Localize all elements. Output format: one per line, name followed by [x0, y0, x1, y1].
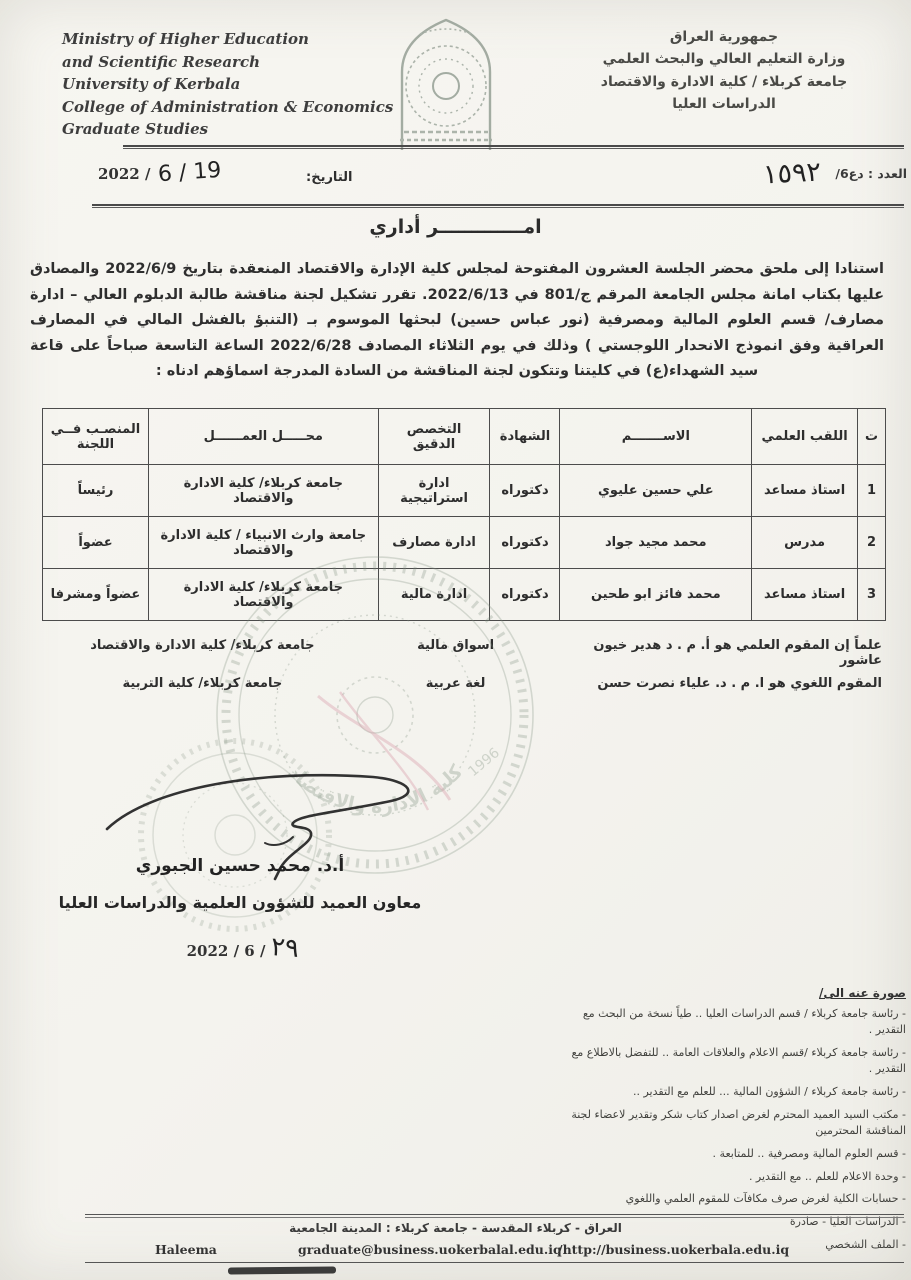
stamp-arc-text: كلية الادارة والاقتصاد — [283, 760, 468, 818]
cell-specialty: ادارة استراتيجية — [378, 465, 490, 517]
cc-item: - حسابات الكلية لغرض صرف مكافآت للمقوم العلمي واللغوي — [625, 1192, 906, 1206]
cell-workplace: جامعة كربلاء/ كلية الادارة والاقتصاد — [148, 465, 378, 517]
signatory-role: معاون العميد للشؤون العلمية والدراسات العليا — [58, 893, 422, 912]
cell-specialty: ادارة مالية — [378, 569, 490, 621]
letterhead-en-line: College of Administration & Economics — [62, 97, 394, 116]
cell-committee-role: عضواً ومشرفا — [43, 569, 149, 621]
signature-date-handwritten: ٢٩ — [270, 932, 301, 964]
header-divider — [123, 145, 904, 149]
letterhead-ar-line: جامعة كربلاء / كلية الادارة والاقتصاد — [600, 73, 848, 90]
evaluator-workplace: جامعة كربلاء/ كلية التربية — [122, 676, 283, 691]
cc-item: - الملف الشخصي — [825, 1238, 906, 1252]
footer-divider-bottom — [85, 1262, 904, 1266]
letterhead-en-line: Ministry of Higher Education — [62, 30, 309, 48]
date-value — [98, 157, 223, 188]
col-header-workplace: محـــــل العمــــــل — [148, 409, 378, 465]
table-header-row — [43, 409, 886, 465]
cell-academic-title: مدرس — [752, 517, 858, 569]
number-label: العدد : دع6/ — [835, 166, 907, 181]
cell-name: محمد فائز ابو طحين — [560, 569, 752, 621]
evaluator-field: لغة عربية — [425, 676, 486, 691]
col-header-committee-role: المنصـب فــي اللجنة — [43, 409, 149, 465]
letterhead-en-line: University of Kerbala — [62, 75, 241, 93]
footer-divider-top — [85, 1214, 904, 1218]
date-printed: 2022 / — [98, 165, 151, 183]
scan-artifact-mark — [228, 1267, 336, 1275]
col-header-academic-title: اللقب العلمي — [752, 409, 858, 465]
evaluator-workplace: جامعة كربلاء/ كلية الادارة والاقتصاد — [90, 638, 315, 653]
cell-workplace: جامعة كربلاء/ كلية الادارة والاقتصاد — [148, 569, 378, 621]
cc-item: - رئاسة جامعة كربلاء / قسم الدراسات العليا .. طياً نسخة من البحث مع التقدير . — [582, 1007, 906, 1036]
body-paragraph: استنادا إلى ملحق محضر الجلسة العشرون المفتوحة لمجلس كلية الإدارة والاقتصاد المنعقدة بتاريخ 2022/6/9 والمصادق عليها بكتاب امانة مجلس الجامعة المرقم ج/801 في 2022/6/13. تقرر تشكيل لجنة مناقشة طالبة الدبلوم العالي – ادارة مصارف/ قسم العلوم المالية ومصرفية (نور عباس حسين) لبحثها الموسوم بـ (التنبؤ بالفشل المالي في المصارف العراقية وفق انموذج الانحدار اللوجستي ) وذلك في يوم الثلاثاء المصادف 2022/6/28 الساعة التاسعة صباحاً على قاعة سيد الشهداء(ع) في كليتنا وتتكون لجنة المناقشة من السادة المدرجة اسماؤهم ادناه : — [30, 261, 884, 380]
cell-degree: دكتوراه — [490, 517, 560, 569]
cc-item: - وحدة الاعلام للعلم .. مع التقدير . — [748, 1169, 906, 1183]
cell-committee-role: عضواً — [43, 517, 149, 569]
cc-item: - مكتب السيد العميد المحترم لغرض اصدار كتاب شكر وتقدير لاعضاء لجنة المناقشة المحترمين — [571, 1107, 906, 1137]
col-header-name: الاســـــــم — [560, 409, 752, 465]
col-header-degree: الشهادة — [490, 409, 560, 465]
cc-item: - قسم العلوم المالية ومصرفية .. للمتابعة . — [712, 1146, 906, 1160]
cc-item: - رئاسة جامعة كربلاء /قسم الاعلام والعلاقات العامة .. للتفضل بالاطلاع مع التقدير . — [571, 1045, 906, 1075]
signature-date — [128, 933, 358, 963]
footer-address: العراق - كربلاء المقدسة - جامعة كربلاء : المدينة الجامعية — [289, 1221, 622, 1235]
evaluator-text: علماً إن المقوم العلمي هو أ. م . د هدير خيون عاشور — [593, 638, 882, 668]
subheader-divider — [92, 204, 904, 208]
footer-email: graduate@business.uokerbalal.edu.iq — [298, 1242, 562, 1257]
letterhead-english — [62, 28, 402, 141]
cell-academic-title: استاذ مساعد — [752, 465, 858, 517]
stamp-year: 1996 — [465, 744, 503, 781]
cc-item: - رئاسة جامعة كربلاء / الشؤون المالية ... للعلم مع التقدير .. — [633, 1084, 906, 1098]
col-header-specialty: التخصص الدقيق — [378, 409, 490, 465]
cell-seq: 2 — [858, 517, 886, 569]
letterhead-ar-line: جمهورية العراق — [669, 29, 779, 45]
cell-seq: 3 — [858, 569, 886, 621]
cell-specialty: ادارة مصارف — [378, 517, 490, 569]
cc-list — [556, 986, 906, 1260]
signatory-name: أ.د. محمد حسين الجبوري — [135, 856, 345, 876]
cell-workplace: جامعة وارث الانبياء / كلية الادارة والاقتصاد — [148, 517, 378, 569]
university-emblem-icon — [390, 12, 502, 162]
col-header-seq: ت — [858, 409, 886, 465]
table-row — [43, 465, 886, 517]
letterhead-arabic — [556, 26, 892, 116]
evaluator-field: اسواق مالية — [417, 638, 495, 653]
letterhead-en-line: and Scientific Research — [62, 52, 260, 71]
cell-name: محمد مجيد جواد — [560, 517, 752, 569]
letterhead-ar-line: وزارة التعليم العالي والبحث العلمي — [602, 51, 846, 68]
footer-name: Haleema — [155, 1242, 217, 1257]
document-number-block — [695, 158, 907, 189]
footer-url: /http://business.uokerbala.edu.iq — [558, 1242, 790, 1257]
number-handwritten: ١٥٩٢ — [762, 156, 823, 191]
date-label: التاريخ: — [306, 170, 353, 185]
cell-academic-title: استاذ مساعد — [752, 569, 858, 621]
letterhead-en-line: Graduate Studies — [62, 120, 209, 138]
document-title: امـــــــــــــر أداري — [369, 216, 542, 238]
cell-seq: 1 — [858, 465, 886, 517]
cell-committee-role: رئيساً — [43, 465, 149, 517]
evaluator-text: المقوم اللغوي هو ا. م . د. علياء نصرت حسن — [597, 676, 882, 691]
cell-degree: دكتوراه — [490, 465, 560, 517]
cell-degree: دكتوراه — [490, 569, 560, 621]
date-handwritten: 6 / 19 — [157, 157, 223, 188]
cc-heading: صورة عنه الى/ — [819, 986, 906, 1000]
cc-item: - الدراسات العليا - صادرة — [789, 1215, 906, 1229]
cell-name: علي حسين عليوي — [560, 465, 752, 517]
letterhead-ar-line: الدراسات العليا — [672, 96, 776, 113]
signature-date-printed: 2022 / 6 / — [186, 942, 266, 960]
